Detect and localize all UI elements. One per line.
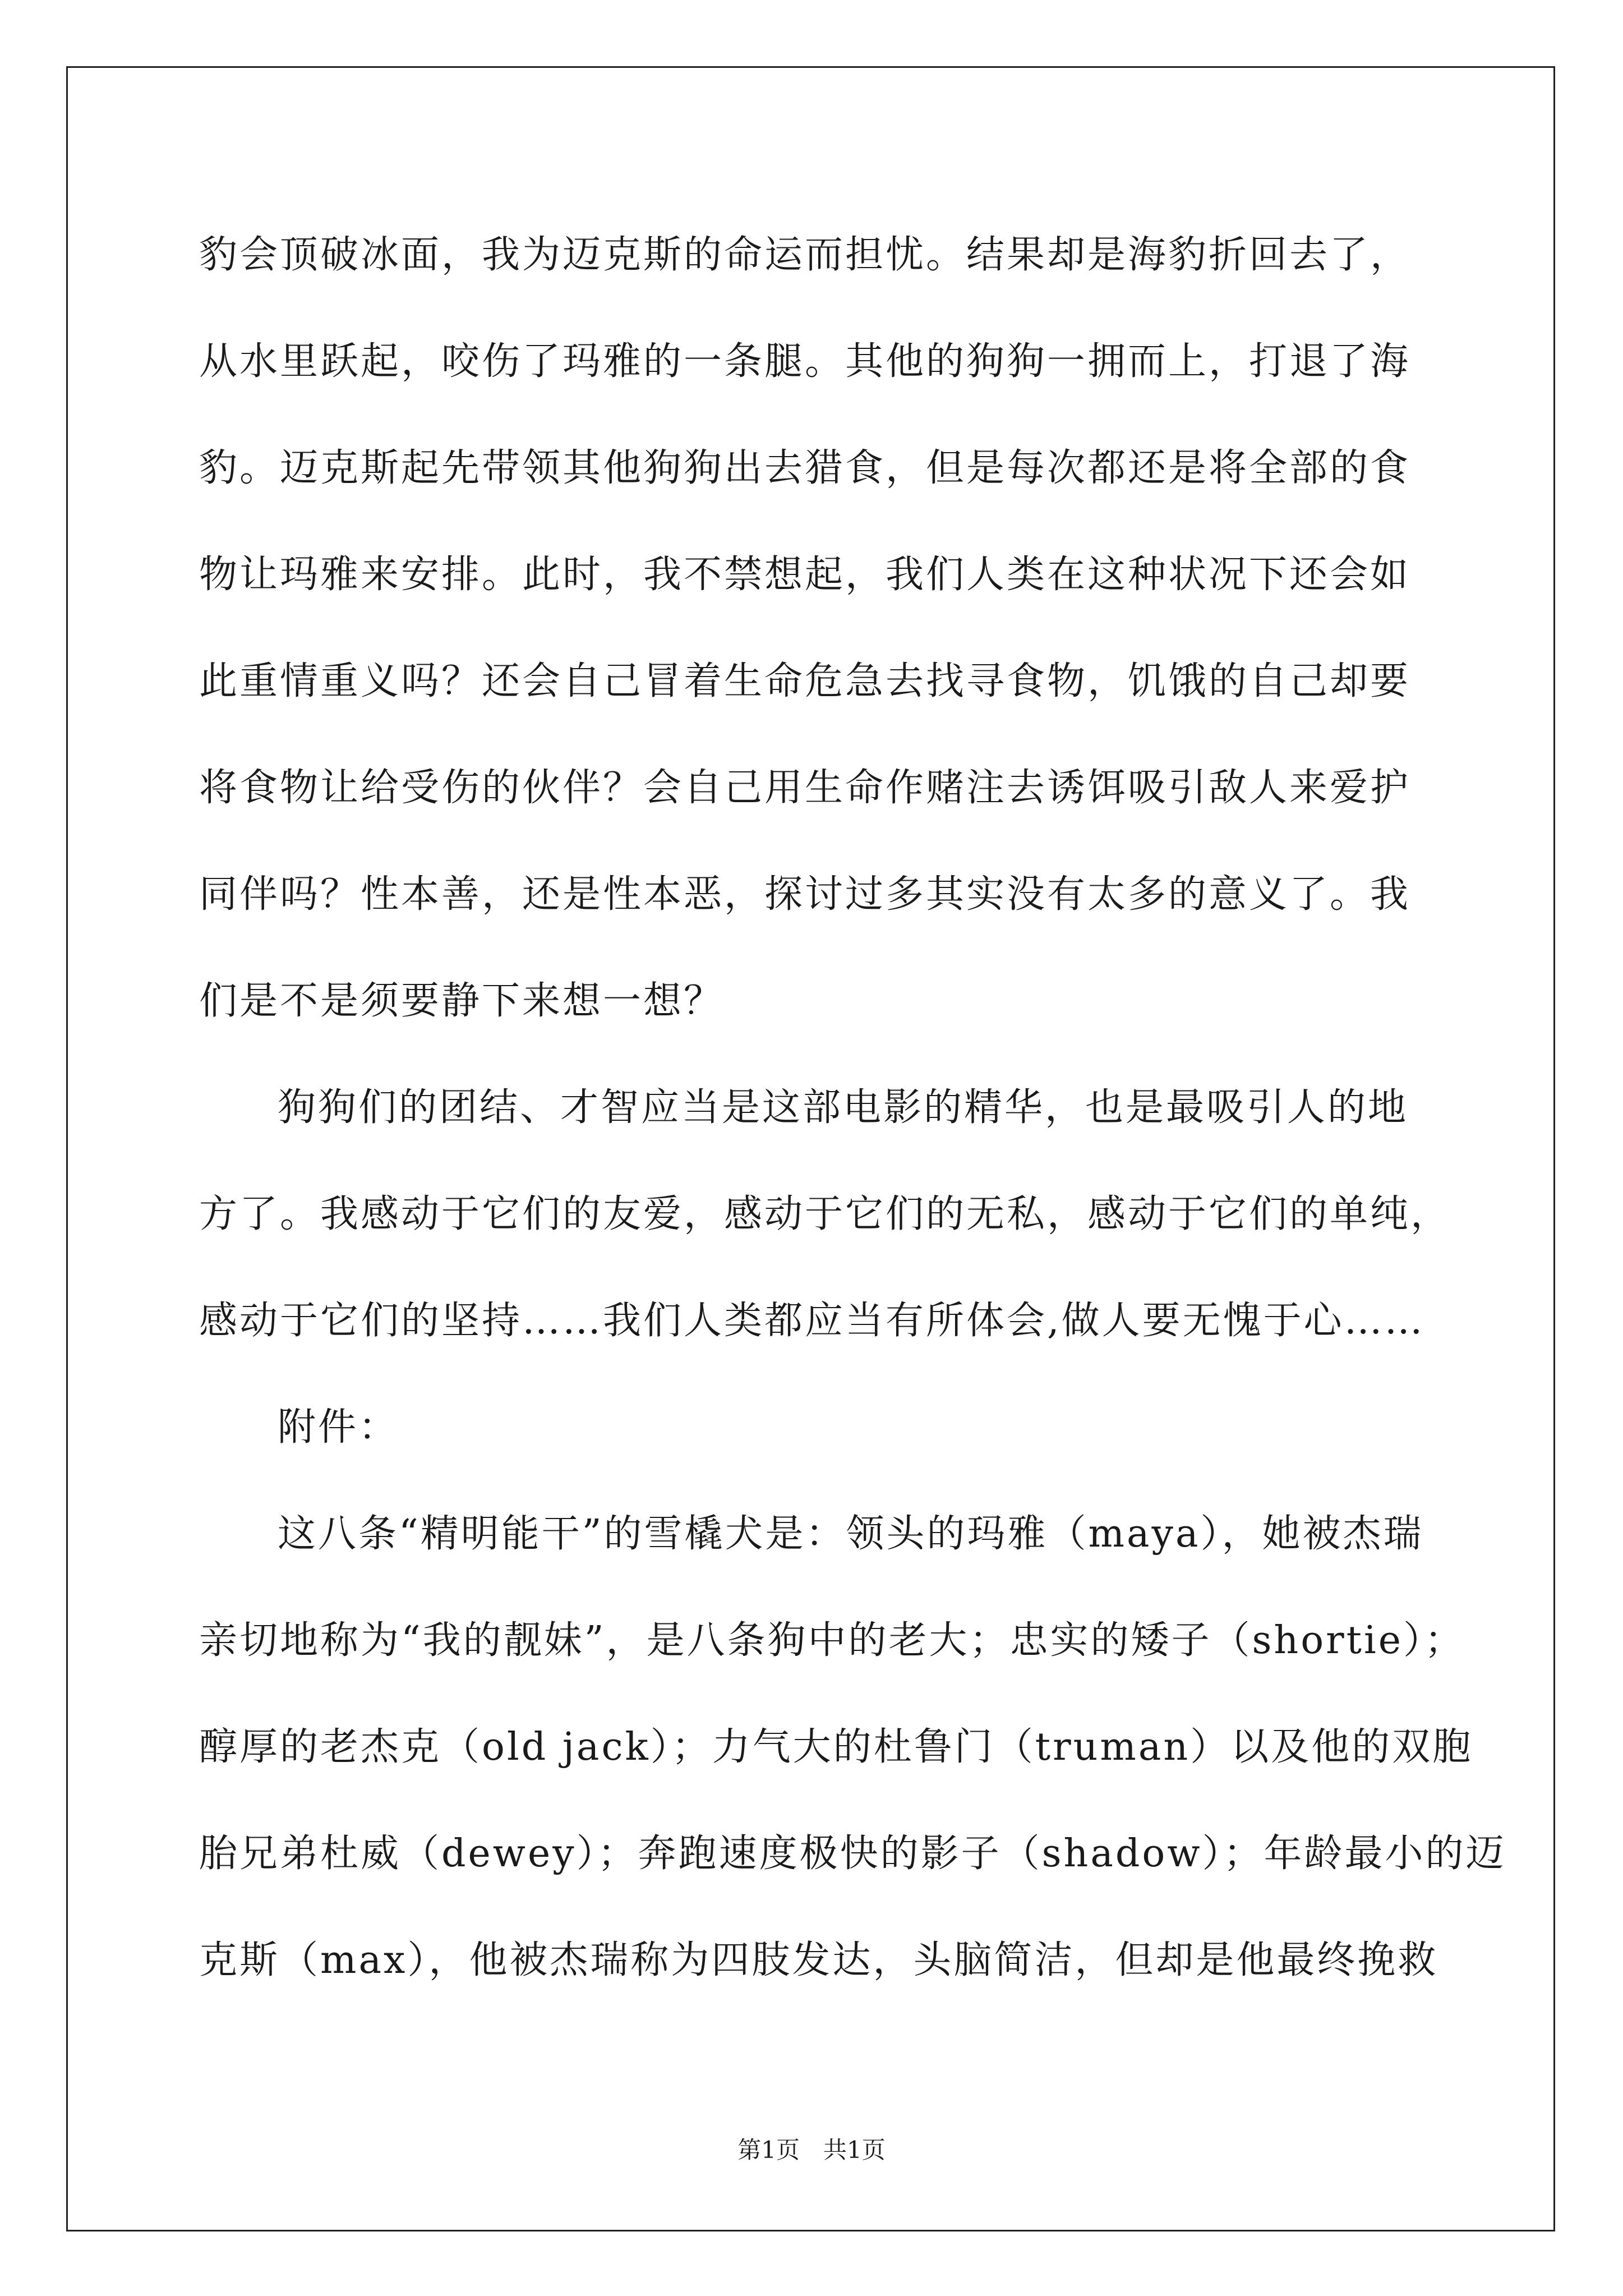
text-line: 豹。迈克斯起先带领其他狗狗出去猎食，但是每次都还是将全部的食 [199,446,1411,490]
text-line: 们是不是须要静下来想一想？ [199,979,725,1023]
text-line: 豹会顶破冰面，我为迈克斯的命运而担忧。结果却是海豹折回去了， [199,233,1411,277]
text-line: 胎兄弟杜威（dewey）；奔跑速度极快的影子（shadow）；年龄最小的迈 [199,1832,1506,1876]
text-line: 亲切地称为“我的靓妹”，是八条狗中的老大；忠实的矮子（shortie）； [199,1618,1465,1663]
page-number-footer: 第1页 共1页 [737,2136,886,2164]
text-line: 此重情重义吗？还会自己冒着生命危急去找寻食物，饥饿的自己却要 [199,659,1411,703]
text-line: 将食物让给受伤的伙伴？会自己用生命作赌注去诱饵吸引敌人来爱护 [199,766,1411,810]
document-body [199,202,1506,2014]
text-line: 感动于它们的坚持……我们人类都应当有所体会,做人要无愧于心…… [199,1299,1425,1343]
text-line: 方了。我感动于它们的友爱，感动于它们的无私，感动于它们的单纯， [199,1192,1451,1236]
text-line: 狗狗们的团结、才智应当是这部电影的精华，也是最吸引人的地 [278,1085,1409,1130]
text-line: 从水里跃起，咬伤了玛雅的一条腿。其他的狗狗一拥而上，打退了海 [199,339,1411,384]
text-line: 这八条“精明能干”的雪橇犬是：领头的玛雅（maya），她被杰瑞 [278,1512,1424,1556]
text-line: 同伴吗？性本善，还是性本恶，探讨过多其实没有太多的意义了。我 [199,872,1411,917]
text-line: 附件： [278,1405,399,1450]
text-line: 醇厚的老杰克（old jack）；力气大的杜鲁门（truman）以及他的双胞 [199,1725,1473,1769]
text-line: 物让玛雅来安排。此时，我不禁想起，我们人类在这种状况下还会如 [199,553,1411,597]
text-line: 克斯（max），他被杰瑞称为四肢发达，头脑简洁，但却是他最终挽救 [199,1938,1438,1982]
